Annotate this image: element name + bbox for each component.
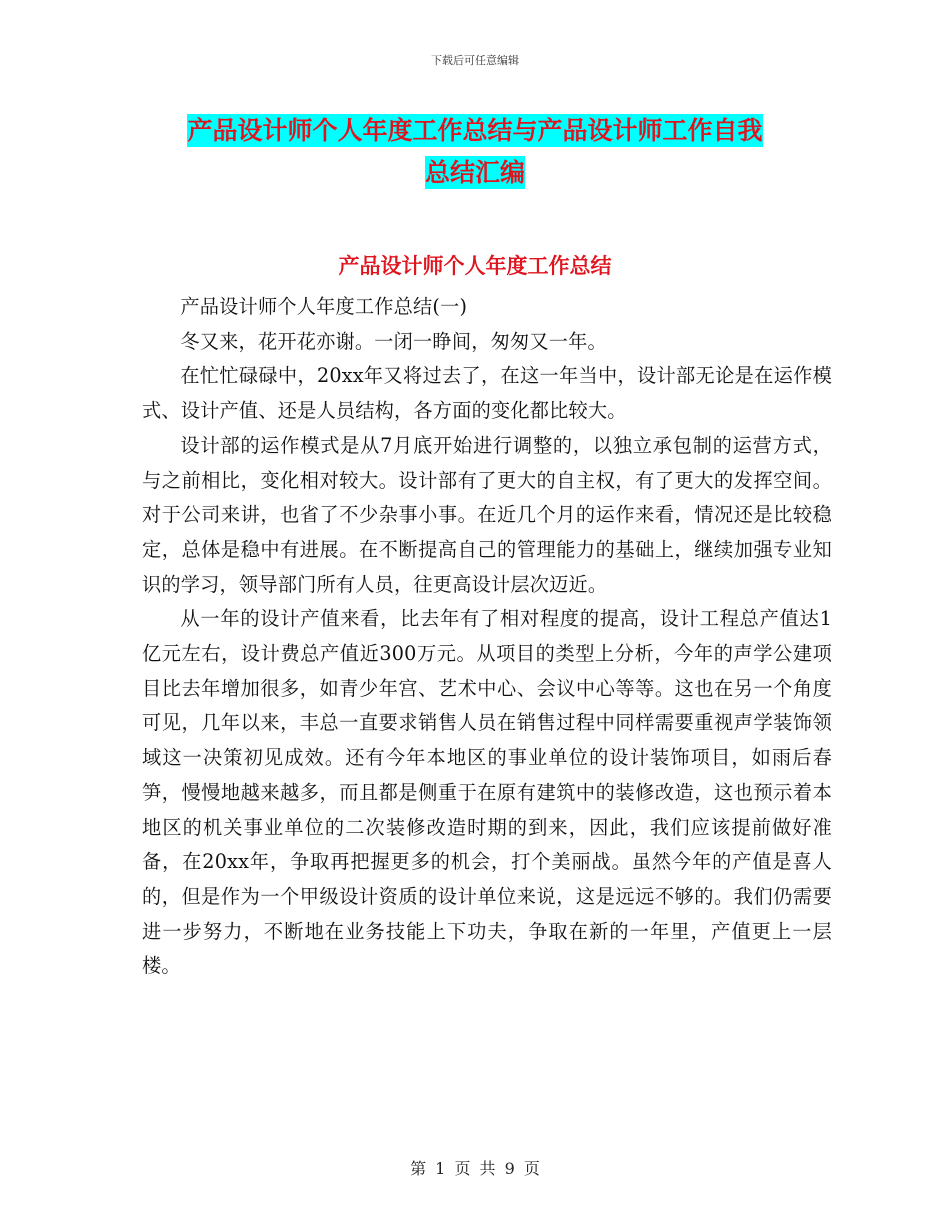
paragraph: 从一年的设计产值来看，比去年有了相对程度的提高，设计工程总产值达1亿元左右，设计费总产值近300万元。从项目的类型上分析，今年的声学公建项目比去年增加很多，如青少年宫、艺术中心、会议中心等等。这也在另一个角度可见，几年以来，丰总一直要求销售人员在销售过程中同样需要重视声学装饰领域这一决策初见成效。还有今年本地区的事业单位的设计装饰项目，如雨后春笋，慢慢地越来越多，而且都是侧重于在原有建筑中的装修改造，这也预示着本地区的机关事业单位的二次装修改造时期的到来，因此，我们应该提前做好准备，在20xx年，争取再把握更多的机会，打个美丽战。虽然今年的产值是喜人的，但是作为一个甲级设计资质的设计单位来说，这是远远不够的。我们仍需要进一步努力，不断地在业务技能上下功夫，争取在新的一年里，产值更上一层楼。 — [142, 607, 832, 978]
header-note: 下载后可任意编辑 — [431, 54, 519, 67]
document-title-line-1: 产品设计师个人年度工作总结与产品设计师工作自我 — [187, 116, 763, 145]
paragraph: 在忙忙碌碌中，20xx年又将过去了，在这一年当中，设计部无论是在运作模式、设计产值、还是人员结构，各方面的变化都比较大。 — [142, 364, 832, 423]
section-title: 产品设计师个人年度工作总结 — [338, 254, 612, 278]
document-title-line-2: 总结汇编 — [424, 158, 525, 187]
paragraph-subtitle: 产品设计师个人年度工作总结(一) — [180, 295, 468, 318]
paragraph: 设计部的运作模式是从7月底开始进行调整的，以独立承包制的运营方式，与之前相比，变化相对较大。设计部有了更大的自主权，有了更大的发挥空间。对于公司来讲，也省了不少杂事小事。在近几个月的运作来看，情况还是比较稳定，总体是稳中有进展。在不断提高自己的管理能力的基础上，继续加强专业知识的学习，领导部门所有人员，往更高设计层次迈近。 — [142, 433, 832, 596]
paragraph: 冬又来，花开花亦谢。一闭一睁间，匆匆又一年。 — [180, 329, 607, 353]
body-text — [142, 290, 832, 984]
page-footer: 第 1 页 共 9 页 — [410, 1159, 540, 1178]
document-title — [0, 110, 950, 194]
